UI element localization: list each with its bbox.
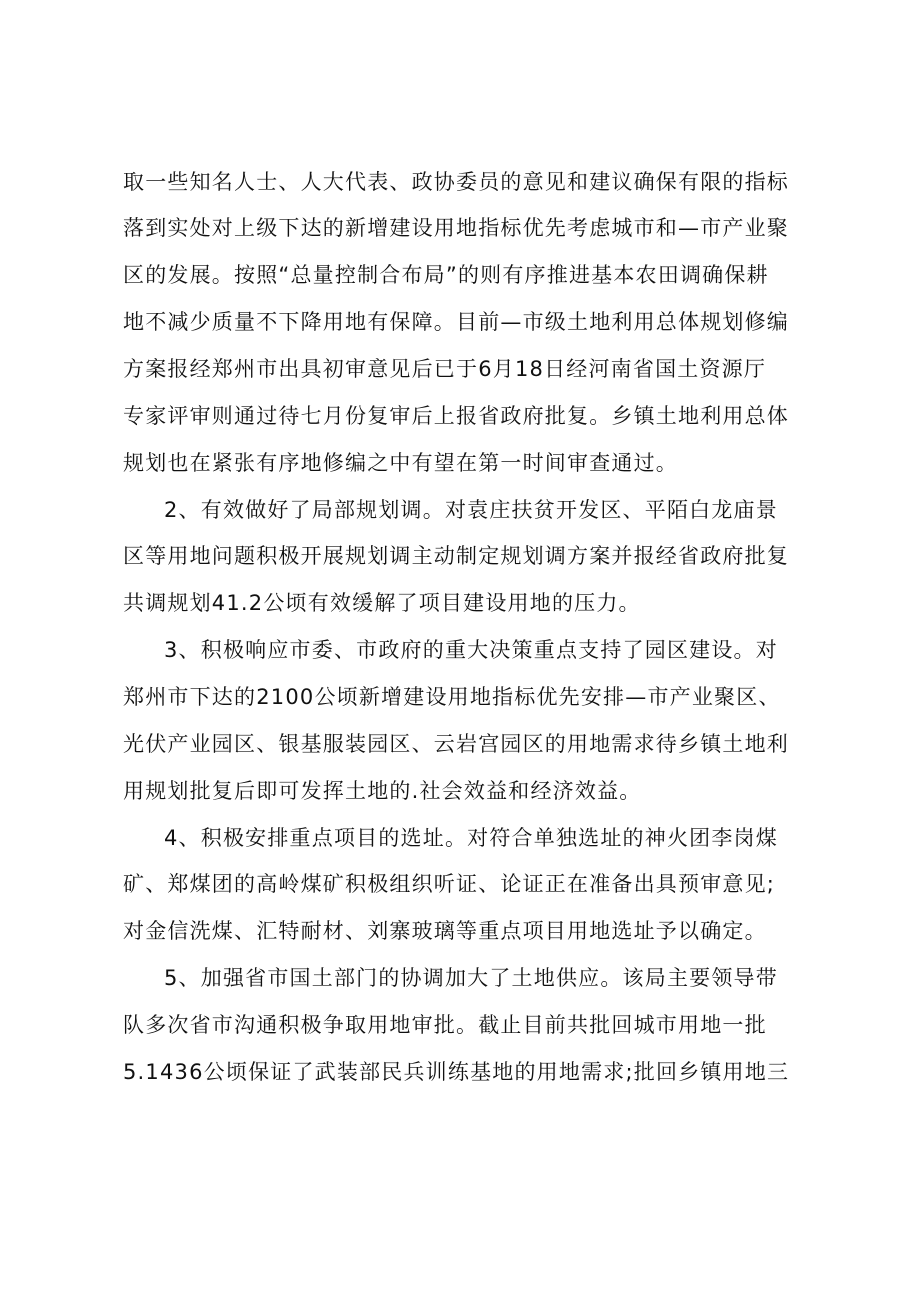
text-line: 地不减少质量不下降用地有保障。目前—市级土地利用总体规划修编: [123, 310, 789, 334]
paragraph-start-line: 5、加强省市国土部门的协调加大了土地供应。该局主要领导带: [164, 966, 778, 990]
text-line: 对金信洗煤、汇特耐材、刘寨玻璃等重点项目用地选址予以确定。: [123, 919, 767, 943]
text-line: 郑州市下达的2100公顷新增建设用地指标优先安排—市产业聚区、: [123, 685, 781, 709]
text-line: 专家评审则通过待七月份复审后上报省政府批复。乡镇土地利用总体: [123, 404, 789, 428]
text-line: 矿、郑煤团的高岭煤矿积极组织听证、论证正在准备出具预审意见;: [123, 872, 776, 896]
text-line: 规划也在紧张有序地修编之中有望在第一时间审查通过。: [123, 451, 678, 475]
text-line: 光伏产业园区、银基服装园区、云岩宫园区的用地需求待乡镇土地利: [123, 732, 789, 756]
text-line: 用规划批复后即可发挥土地的.社会效益和经济效益。: [123, 779, 642, 803]
paragraph-start-line: 4、积极安排重点项目的选址。对符合单独选址的神火团李岗煤: [164, 826, 778, 850]
paragraph-start-line: 3、积极响应市委、市政府的重大决策重点支持了园区建设。对: [164, 638, 778, 662]
text-line: 取一些知名人士、人大代表、政协委员的意见和建议确保有限的指标: [123, 170, 789, 194]
paragraph-start-line: 2、有效做好了局部规划调。对袁庄扶贫开发区、平陌白龙庙景: [164, 498, 778, 522]
text-line: 共调规划41.2公顷有效缓解了项目建设用地的压力。: [123, 591, 641, 615]
text-line: 区的发展。按照“总量控制合布局”的则有序推进基本农田调确保耕: [123, 263, 769, 287]
text-line: 落到实处对上级下达的新增建设用地指标优先考虑城市和—市产业聚: [123, 216, 789, 240]
text-line: 区等用地问题积极开展规划调主动制定规划调方案并报经省政府批复: [123, 544, 789, 568]
text-line: 5.1436公顷保证了武装部民兵训练基地的用地需求;批回乡镇用地三: [123, 1060, 790, 1084]
text-line: 队多次省市沟通积极争取用地审批。截止目前共批回城市用地一批: [123, 1013, 767, 1037]
text-line: 方案报经郑州市出具初审意见后已于6月18日经河南省国土资源厅: [123, 357, 767, 381]
